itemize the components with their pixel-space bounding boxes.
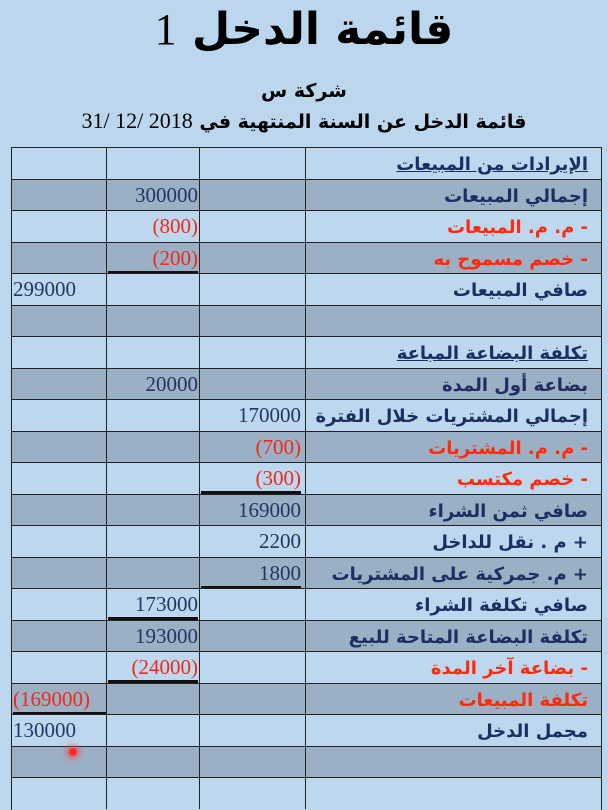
row-label: صافي تكلفة الشراء	[415, 595, 588, 616]
column-divider	[199, 369, 200, 400]
table-row	[11, 147, 602, 179]
amount-cell-col-b[interactable]: (24000)	[108, 652, 198, 683]
table-row	[11, 620, 602, 652]
column-divider	[106, 652, 107, 683]
column-divider	[106, 684, 107, 715]
column-divider	[305, 180, 306, 211]
row-label: - م. م. المشتريات	[428, 437, 588, 459]
column-divider	[305, 778, 306, 809]
amount-cell-col-b[interactable]: 20000	[145, 371, 198, 396]
statement-date: 31/ 12/ 2018	[81, 108, 193, 133]
column-divider	[199, 432, 200, 463]
column-divider	[199, 747, 200, 778]
statement-subtitle	[0, 108, 608, 134]
row-label: تكلفة البضاعة المباعة	[396, 343, 588, 364]
table-row	[11, 462, 602, 494]
column-divider	[305, 495, 306, 526]
row-label: مجمل الدخل	[477, 721, 588, 742]
column-divider	[106, 589, 107, 620]
row-label: - خصم مكتسب	[456, 469, 588, 490]
table-row	[11, 210, 602, 242]
column-divider	[305, 558, 306, 589]
amount-cell-col-b[interactable]: (200)	[108, 243, 198, 274]
page-title	[0, 2, 608, 58]
amount-cell-col-c[interactable]: 169000	[238, 497, 301, 522]
column-divider	[305, 526, 306, 557]
income-statement-table	[11, 147, 602, 809]
column-divider	[305, 621, 306, 652]
table-row	[11, 525, 602, 557]
column-divider	[106, 558, 107, 589]
amount-cell-col-c[interactable]: 170000	[238, 403, 301, 427]
subtitle-text: قائمة الدخل عن السنة المنتهية في	[199, 111, 527, 133]
company-name: شركة س	[261, 80, 347, 102]
row-label: - م. م. المبيعات	[446, 217, 588, 238]
column-divider	[106, 778, 107, 809]
column-divider	[305, 589, 306, 620]
column-divider	[199, 778, 200, 809]
column-divider	[305, 148, 306, 179]
table-row	[11, 777, 602, 809]
table-row	[11, 273, 602, 305]
row-label: + م. جمركية على المشتريات	[331, 563, 588, 585]
amount-cell-col-b[interactable]: 173000	[108, 589, 198, 620]
column-divider	[106, 180, 107, 211]
column-divider	[106, 243, 107, 274]
title-number: 1	[154, 5, 177, 54]
column-divider	[106, 621, 107, 652]
column-divider	[106, 148, 107, 179]
column-divider	[199, 400, 200, 431]
table-row	[11, 746, 602, 778]
row-label: إجمالي المشتريات خلال الفترة	[315, 406, 588, 427]
column-divider	[305, 243, 306, 274]
amount-cell-col-a[interactable]: 299000	[13, 277, 76, 301]
row-label: تكلفة البضاعة المتاحة للبيع	[348, 626, 588, 648]
table-row	[11, 336, 602, 368]
column-divider	[305, 715, 306, 746]
column-divider	[199, 463, 200, 494]
column-divider	[305, 463, 306, 494]
table-row	[11, 494, 602, 526]
column-divider	[199, 621, 200, 652]
amount-cell-col-b[interactable]: 300000	[135, 182, 198, 207]
column-divider	[305, 432, 306, 463]
table-row	[11, 179, 602, 211]
column-divider	[305, 306, 306, 337]
column-divider	[106, 526, 107, 557]
title-text: قائمة الدخل	[191, 4, 454, 55]
table-row	[11, 368, 602, 400]
column-divider	[199, 148, 200, 179]
cursor-pointer-icon	[69, 748, 77, 756]
column-divider	[106, 495, 107, 526]
column-divider	[106, 400, 107, 431]
column-divider	[106, 306, 107, 337]
column-divider	[305, 274, 306, 305]
amount-cell-col-c[interactable]: 1800	[201, 558, 301, 589]
column-divider	[199, 180, 200, 211]
row-label: صافي المبيعات	[452, 280, 588, 301]
amount-cell-col-a[interactable]: 130000	[13, 718, 76, 742]
column-divider	[199, 684, 200, 715]
column-divider	[305, 684, 306, 715]
column-divider	[199, 306, 200, 337]
column-divider	[199, 715, 200, 746]
column-divider	[199, 243, 200, 274]
amount-cell-col-a[interactable]: (169000)	[13, 684, 106, 715]
amount-cell-col-c[interactable]: (300)	[201, 463, 301, 494]
row-label: + م . نقل للداخل	[432, 532, 588, 553]
amount-cell-col-c[interactable]: 2200	[259, 529, 301, 553]
table-row	[11, 651, 602, 683]
table-row	[11, 683, 602, 715]
table-row	[11, 557, 602, 589]
column-divider	[106, 747, 107, 778]
column-divider	[199, 274, 200, 305]
table-row	[11, 399, 602, 431]
column-divider	[305, 337, 306, 368]
table-row	[11, 714, 602, 746]
row-label: تكلفة المبيعات	[458, 689, 588, 711]
column-divider	[106, 211, 107, 242]
amount-cell-col-c[interactable]: (700)	[255, 434, 301, 459]
column-divider	[199, 337, 200, 368]
column-divider	[106, 715, 107, 746]
column-divider	[305, 747, 306, 778]
amount-cell-col-b[interactable]: (800)	[152, 214, 198, 238]
table-row	[11, 588, 602, 620]
column-divider	[199, 589, 200, 620]
amount-cell-col-b[interactable]: 193000	[135, 623, 198, 648]
row-label: - بضاعة آخر المدة	[430, 658, 588, 679]
row-label: - خصم مسموح به	[433, 248, 588, 270]
column-divider	[106, 432, 107, 463]
column-divider	[199, 526, 200, 557]
row-label: إجمالي المبيعات	[444, 185, 588, 207]
row-label: صافي ثمن الشراء	[428, 500, 588, 522]
table-row	[11, 305, 602, 337]
column-divider	[199, 211, 200, 242]
column-divider	[305, 211, 306, 242]
row-label: الإيرادات من المبيعات	[396, 154, 588, 175]
row-label: بضاعة أول المدة	[442, 374, 588, 396]
table-row	[11, 242, 602, 274]
column-divider	[106, 274, 107, 305]
column-divider	[106, 369, 107, 400]
column-divider	[199, 495, 200, 526]
column-divider	[305, 400, 306, 431]
column-divider	[106, 463, 107, 494]
column-divider	[305, 652, 306, 683]
column-divider	[305, 369, 306, 400]
column-divider	[199, 558, 200, 589]
column-divider	[199, 652, 200, 683]
table-row	[11, 431, 602, 463]
column-divider	[106, 337, 107, 368]
